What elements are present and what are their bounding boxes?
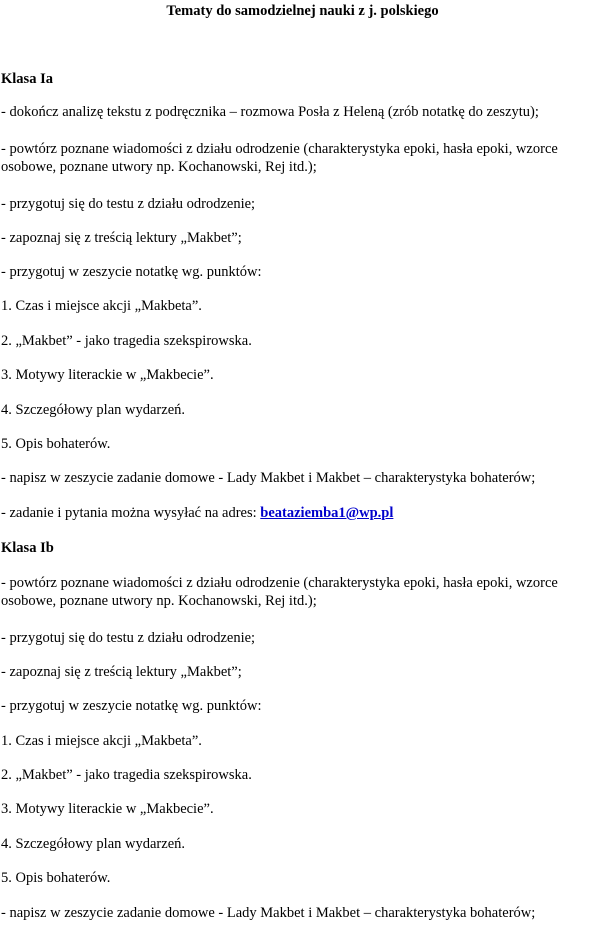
list-item: - przygotuj się do testu z działu odrodzenie;	[1, 196, 256, 212]
document-title: Tematy do samodzielnej nauki z j. polskiego	[166, 3, 439, 19]
list-item: 3. Motywy literackie w „Makbecie”.	[1, 801, 214, 817]
email-link[interactable]: beataziemba1@wp.pl	[260, 505, 394, 521]
list-item: - przygotuj w zeszycie notatkę wg. punktów:	[1, 698, 262, 714]
section-heading-ib: Klasa Ib	[1, 540, 54, 556]
list-item: - przygotuj w zeszycie notatkę wg. punktów:	[1, 264, 262, 280]
list-item: 4. Szczegółowy plan wydarzeń.	[1, 836, 186, 852]
list-item: - powtórz poznane wiadomości z działu odrodzenie (charakterystyka epoki, hasła epoki, wzorce osobowe, poznane utwory np. Kochanowski, Rej itd.);	[1, 575, 558, 609]
list-item: - przygotuj się do testu z działu odrodzenie;	[1, 630, 256, 646]
list-item: - napisz w zeszycie zadanie domowe - Lady Makbet i Makbet – charakterystyka bohaterów;	[1, 905, 536, 921]
contact-prefix: - zadanie i pytania można wysyłać na adres:	[1, 505, 261, 521]
list-item: 3. Motywy literackie w „Makbecie”.	[1, 367, 214, 383]
list-item: - zapoznaj się z treścią lektury „Makbet”;	[1, 230, 242, 246]
section-heading-ia: Klasa Ia	[1, 71, 53, 87]
list-item: - powtórz poznane wiadomości z działu odrodzenie (charakterystyka epoki, hasła epoki, wzorce osobowe, poznane utwory np. Kochanowski, Rej itd.);	[1, 141, 558, 175]
list-item: - zapoznaj się z treścią lektury „Makbet”;	[1, 664, 242, 680]
list-item: 4. Szczegółowy plan wydarzeń.	[1, 402, 186, 418]
list-item: 2. „Makbet” - jako tragedia szekspirowska.	[1, 333, 252, 349]
list-item: - dokończ analizę tekstu z podręcznika – rozmowa Posła z Heleną (zrób notatkę do zeszytu);	[1, 104, 539, 120]
list-item: - napisz w zeszycie zadanie domowe - Lady Makbet i Makbet – charakterystyka bohaterów;	[1, 470, 536, 486]
list-item: 2. „Makbet” - jako tragedia szekspirowska.	[1, 767, 252, 783]
list-item: 5. Opis bohaterów.	[1, 436, 111, 452]
list-item: 1. Czas i miejsce akcji „Makbeta”.	[1, 733, 202, 749]
contact-line	[1, 505, 605, 522]
list-item: 1. Czas i miejsce akcji „Makbeta”.	[1, 298, 202, 314]
list-item: 5. Opis bohaterów.	[1, 870, 111, 886]
